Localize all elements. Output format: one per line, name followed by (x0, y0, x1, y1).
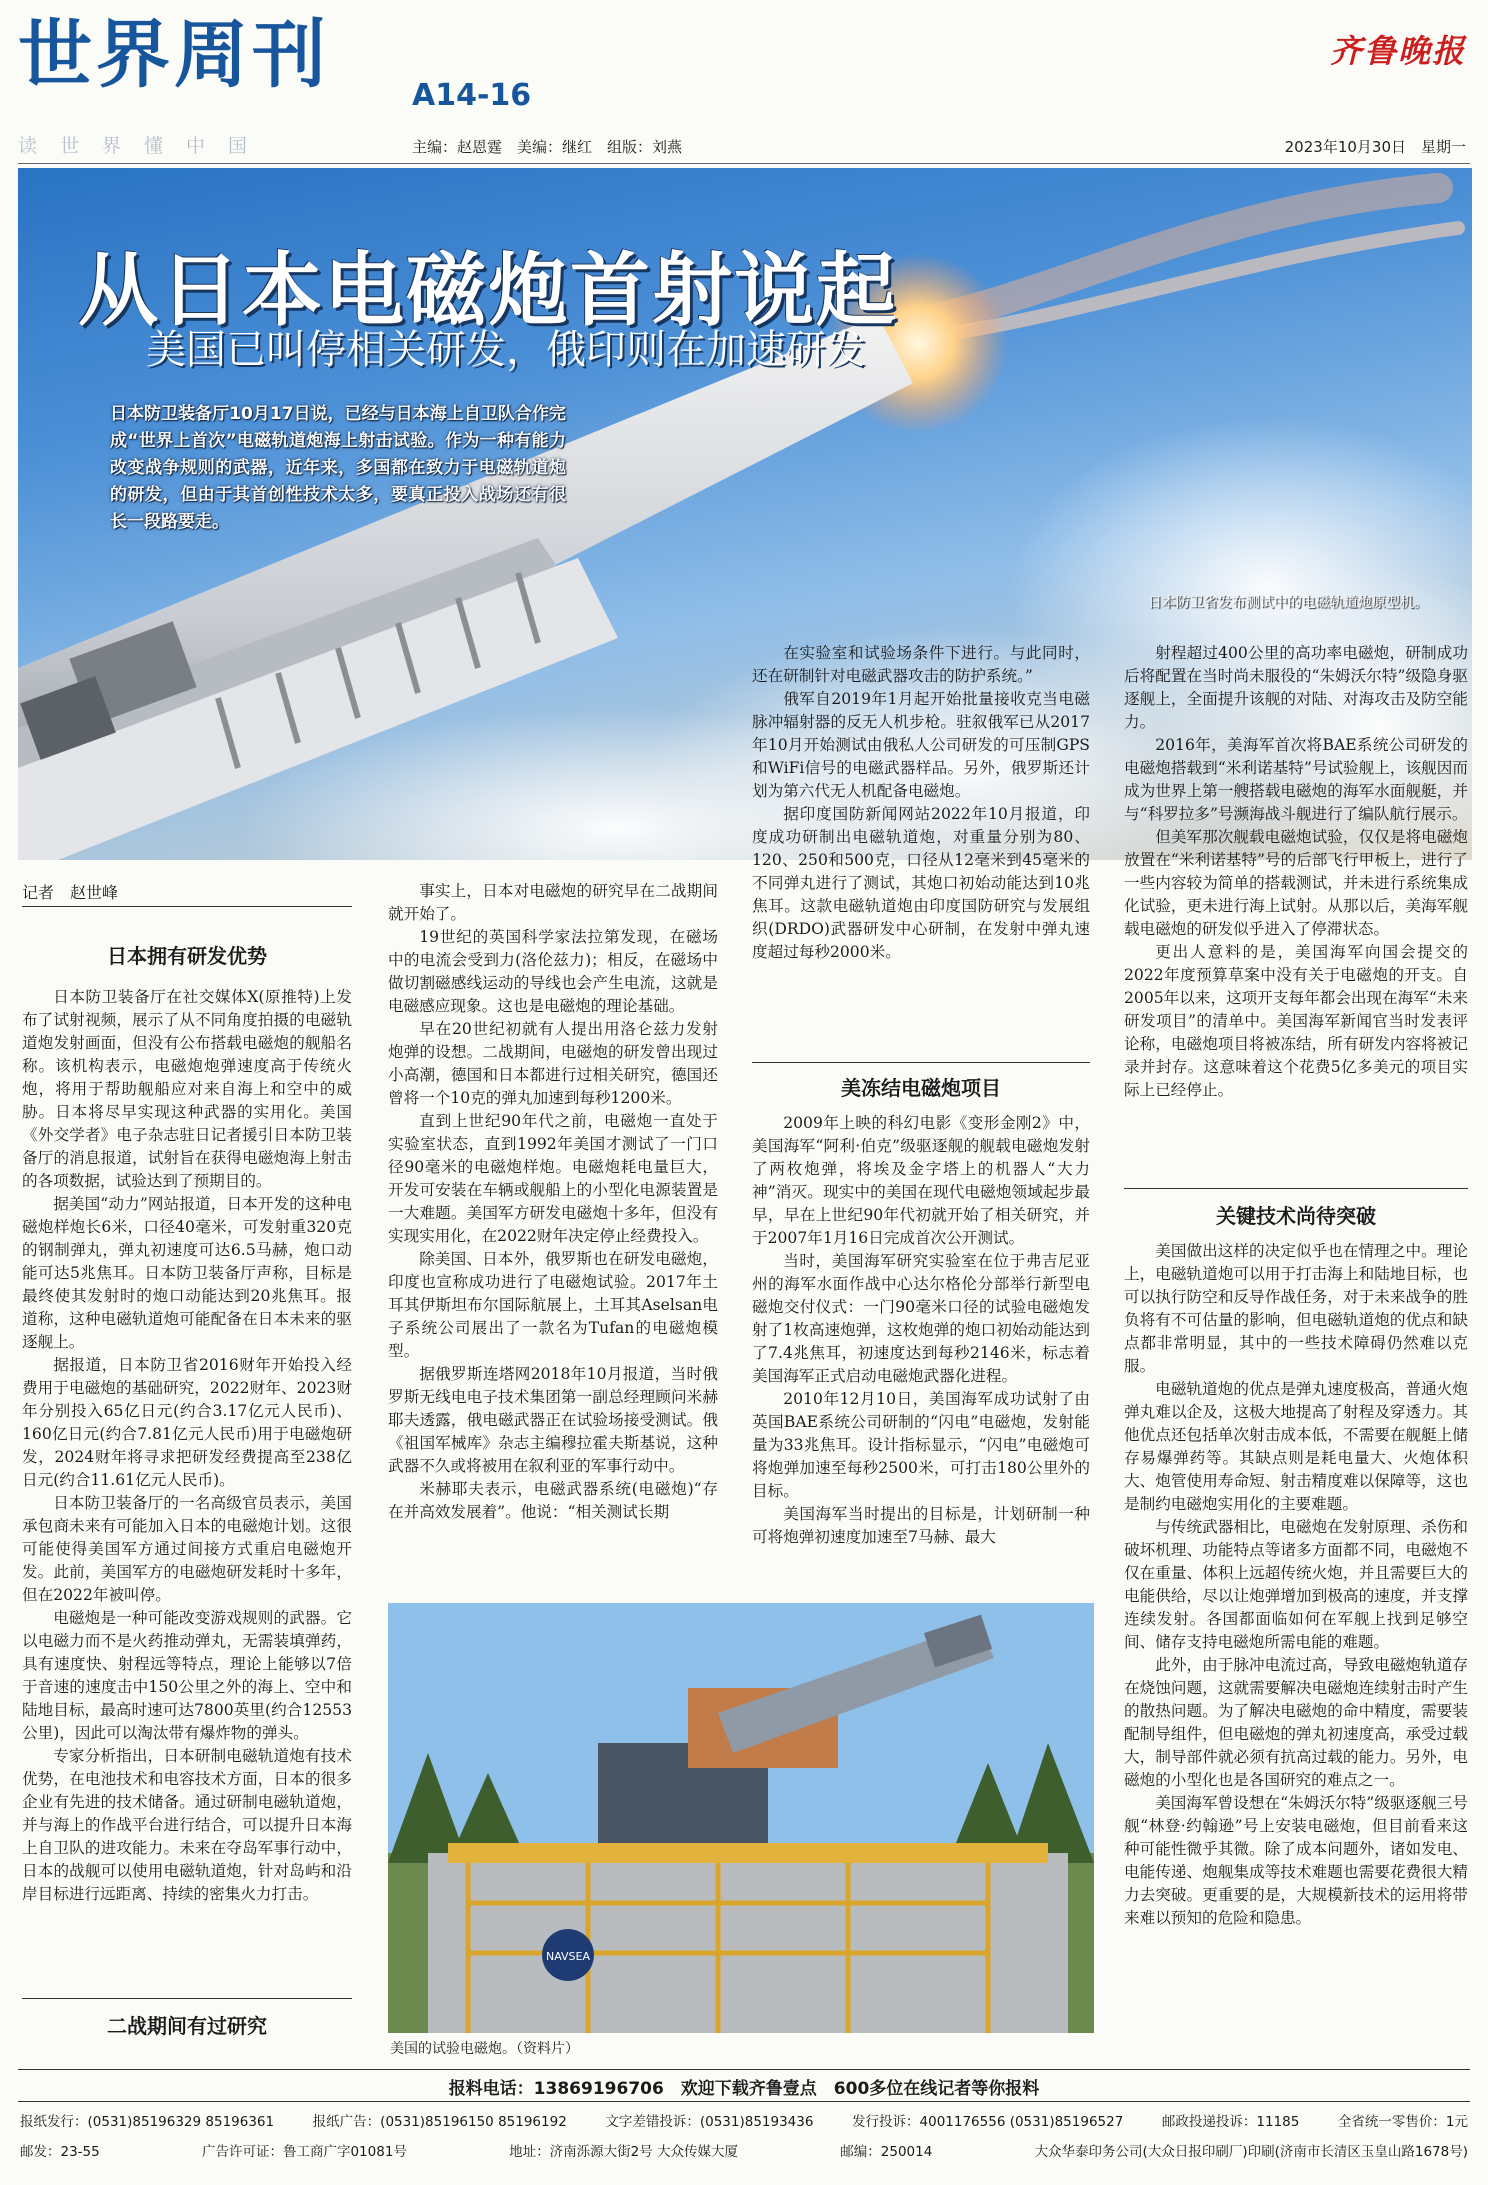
page-number: A14-16 (412, 78, 532, 113)
footer-item: 发行投诉：4001176556 (0531)85196527 (852, 2114, 1124, 2130)
newspaper-logo: 齐鲁晚报 (1329, 32, 1466, 70)
photo-caption: 美国的试验电磁炮。（资料片） (390, 2041, 579, 2057)
paragraph: 米赫耶夫表示，电磁武器系统(电磁炮)“存在并高效发展着”。他说：“相关测试长期 (388, 1480, 718, 1521)
paragraph: 2010年12月10日，美国海军成功试射了由英国BAE系统公司研制的“闪电”电磁炮，发射能量为33兆焦耳。设计指标显示，“闪电”电磁炮可将炮弹加速至每秒2500米，可打击180公里外的目标。 (752, 1390, 1090, 1500)
paragraph: 射程超过400公里的高功率电磁炮，研制成功后将配置在当时尚未服役的“朱姆沃尔特”级隐身驱逐舰上，全面提升该舰的对陆、对海攻击及防空能力。 (1124, 644, 1468, 731)
paragraph: 直到上世纪90年代之前，电磁炮一直处于实验室状态，直到1992年美国才测试了一门口径90毫米的电磁炮样炮。电磁炮耗电量巨大，开发可安装在车辆或舰船上的小型化电源装置是一大难题。美国军方研发电磁炮十多年，但没有实现实用化，在2022财年决定停止经费投入。 (388, 1112, 718, 1245)
footer-item: 大众华泰印务公司(大众日报印刷厂)印刷(济南市长清区玉皇山路1678号) (1034, 2144, 1468, 2160)
article-column-3b (752, 1112, 1090, 1549)
footer-hotline: 报料电话：13869196706 欢迎下载齐鲁壹点 600多位在线记者等你报料 (448, 2079, 1040, 2099)
article-column-1 (22, 986, 352, 1906)
issue-date: 2023年10月30日 星期一 (1284, 138, 1466, 156)
test-railgun-photo (388, 1603, 1094, 2033)
footer-divider (18, 2101, 1470, 2102)
byline: 记者 赵世峰 (22, 883, 119, 902)
footer-item: 报纸广告：(0531)85196150 85196192 (312, 2114, 567, 2130)
footer-contacts (20, 2110, 1468, 2130)
paragraph: 日本防卫装备厅的一名高级官员表示，美国承包商未来有可能加入日本的电磁炮计划。这很可能使得美国军方通过间接方式重启电磁炮开发。此前，美国军方的电磁炮研发耗时十多年，但在2022年被叫停。 (22, 1494, 352, 1604)
paragraph: 美国海军当时提出的目标是，计划研制一种可将炮弹初速度加速至7马赫、最大 (752, 1505, 1090, 1546)
photo-caption: 日本防卫省发布测试中的电磁轨道炮原型机。 (1148, 595, 1428, 611)
paragraph: 但美军那次舰载电磁炮试验，仅仅是将电磁炮放置在“米利诺基特”号的后部飞行甲板上，进行了一些内容较为简单的搭载测试，并未进行系统集成化试验，更未进行海上试射。从那以后，美海军舰载电磁炮的研发似乎进入了停滞状态。 (1124, 828, 1468, 938)
paragraph: 电磁轨道炮的优点是弹丸速度极高，普通火炮弹丸难以企及，这极大地提高了射程及穿透力。其他优点还包括单次射击成本低，不需要在舰艇上储存易爆弹药等。其缺点则是耗电量大、火炮体积大、炮管使用寿命短、射击精度难以保障等，这也是制约电磁炮实用化的主要难题。 (1124, 1380, 1468, 1513)
paragraph: 事实上，日本对电磁炮的研究早在二战期间就开始了。 (388, 882, 718, 923)
paragraph: 当时，美国海军研究实验室在位于弗吉尼亚州的海军水面作战中心达尔格伦分部举行新型电磁炮交付仪式：一门90毫米口径的试验电磁炮发射了1枚高速炮弹，这枚炮弹的炮口初始动能达到了7.4兆焦耳，初速度达到每秒2146米，标志着美国海军正式启动电磁炮武器化进程。 (752, 1252, 1090, 1385)
footer-item: 邮政投递投诉：11185 (1161, 2114, 1300, 2130)
paragraph: 电磁炮是一种可能改变游戏规则的武器。它以电磁力而不是火药推动弹丸，无需装填弹药，具有速度快、射程远等特点，理论上能够以7倍于音速的速度击中150公里之外的海上、空中和陆地目标，最高时速可达7800英里(约合12553公里)，因此可以淘汰带有爆炸物的弹头。 (22, 1609, 352, 1742)
article-column-3 (752, 642, 1090, 964)
paragraph: 此外，由于脉冲电流过高，导致电磁炮轨道存在烧蚀问题，这就需要解决电磁炮连续射击时产生的散热问题。为了解决电磁炮的命中精度，需要装配制导组件，但电磁炮的弹丸初速度高，承受过载大，制导部件就必须有抗高过载的能力。另外，电磁炮的小型化也是各国研究的难点之一。 (1124, 1656, 1468, 1789)
article-column-4 (1124, 642, 1468, 1102)
lead-paragraph: 日本防卫装备厅10月17日说，已经与日本海上自卫队合作完成“世界上首次”电磁轨道炮海上射击试验。作为一种有能力改变战争规则的武器，近年来，多国都在致力于电磁轨道炮的研发，但由于其首创性技术太多，要真正投入战场还有很长一段路要走。 (110, 404, 566, 532)
footer-item: 邮发：23-55 (20, 2144, 100, 2160)
footer-item: 全省统一零售价：1元 (1337, 2114, 1468, 2130)
section-heading-key-tech: 关键技术尚待突破 (1216, 1204, 1376, 1228)
headline: 从日本电磁炮首射说起 (78, 244, 898, 337)
section-heading-wwii-research: 二战期间有过研究 (107, 2014, 267, 2038)
section-heading-japan-advantage: 日本拥有研发优势 (107, 944, 267, 968)
article-column-2 (388, 880, 718, 1524)
paragraph: 据俄罗斯连塔网2018年10月报道，当时俄罗斯无线电电子技术集团第一副总经理顾问米赫耶夫透露，俄电磁武器正在试验场接受测试。俄《祖国军械库》杂志主编穆拉霍夫斯基说，这种武器不久或将被用在叙利亚的军事行动中。 (388, 1365, 718, 1475)
footer-item: 地址：济南泺源大街2号 大众传媒大厦 (509, 2144, 739, 2160)
footer-divider (18, 2069, 1470, 2070)
paragraph: 专家分析指出，日本研制电磁轨道炮有技术优势，在电池技术和电容技术方面，日本的很多企业有先进的技术储备。通过研制电磁轨道炮，并与海上的作战平台进行结合，可以提升日本海上自卫队的进攻能力。未来在夺岛军事行动中，日本的战舰可以使用电磁轨道炮，针对岛屿和沿岸目标进行远距离、持续的密集火力打击。 (22, 1747, 352, 1903)
byline-divider (22, 906, 352, 907)
navsea-logo: NAVSEA (545, 1950, 591, 1963)
paragraph: 日本防卫装备厅在社交媒体X(原推特)上发布了试射视频，展示了从不同角度拍摄的电磁轨道炮发射画面，但没有公布搭载电磁炮的舰船名称。该机构表示，电磁炮炮弹速度高于传统火炮，将用于帮助舰船应对来自海上和空中的威胁。日本将尽早实现这种武器的实用化。美国《外交学者》电子杂志驻日记者援引日本防卫装备厅的消息报道，试射旨在获得电磁炮海上射击的各项数据，试验达到了预期目的。 (22, 988, 352, 1190)
paragraph: 2016年，美海军首次将BAE系统公司研发的电磁炮搭载到“米利诺基特”号试验舰上，该舰因而成为世界上第一艘搭载电磁炮的海军水面舰艇，并与“科罗拉多”号濒海战斗舰进行了编队航行展示。 (1124, 736, 1468, 823)
footer-item: 报纸发行：(0531)85196329 85196361 (20, 2114, 275, 2130)
paragraph: 据印度国防新闻网站2022年10月报道，印度成功研制出电磁轨道炮，对重量分别为80、120、250和500克，口径从12毫米到45毫米的不同弹丸进行了测试，其炮口初始动能达到10兆焦耳。这款电磁轨道炮由印度国防研究与发展组织(DRDO)武器研发中心研制，在发射中弹丸速度超过每秒2000米。 (752, 805, 1090, 961)
section-heading-us-freeze: 美冻结电磁炮项目 (841, 1076, 1001, 1100)
footer-item: 广告许可证：鲁工商广字01081号 (201, 2144, 407, 2160)
masthead-divider (18, 163, 1470, 164)
paragraph: 2009年上映的科幻电影《变形金刚2》中，美国海军“阿利·伯克”级驱逐舰的舰载电磁炮发射了两枚炮弹，将埃及金字塔上的机器人“大力神”消灭。现实中的美国在现代电磁炮领域起步最早，早在上世纪90年代初就开始了相关研究，并于2007年1月16日完成首次公开测试。 (752, 1114, 1090, 1247)
paragraph: 早在20世纪初就有人提出用洛仑兹力发射炮弹的设想。二战期间，电磁炮的研发曾出现过小高潮，德国和日本都进行过相关研究，德国还曾将一个10克的弹丸加速到每秒1200米。 (388, 1020, 718, 1107)
footer-item: 邮编：250014 (840, 2144, 933, 2160)
paragraph: 与传统武器相比，电磁炮在发射原理、杀伤和破坏机理、功能特点等诸多方面都不同，电磁炮不仅在重量、体积上远超传统火炮，并且需要巨大的电能供给，尽以让炮弹增加到极高的速度，并支撑连续发射。各国都面临如何在军舰上找到足够空间、储存支持电磁炮所需电能的难题。 (1124, 1518, 1468, 1651)
editor-credits: 主编：赵恩霆 美编：继红 组版：刘燕 (412, 138, 683, 156)
section-divider (752, 1062, 1090, 1063)
paragraph: 俄军自2019年1月起开始批量接收克当电磁脉冲辐射器的反无人机步枪。驻叙俄军已从2017年10月开始测试由俄私人公司研发的可压制GPS和WiFi信号的电磁武器样品。另外，俄罗斯还计划为第六代无人机配备电磁炮。 (752, 690, 1090, 800)
paragraph: 更出人意料的是，美国海军向国会提交的2022年度预算草案中没有关于电磁炮的开支。自2005年以来，这项开支每年都会出现在海军“未来研发项目”的清单中。美国海军新闻官当时发表评论称，电磁炮项目将被冻结，所有研发内容将被记录并封存。这意味着这个花费5亿多美元的项目实际上已经停止。 (1124, 943, 1468, 1099)
paragraph: 据报道，日本防卫省2016财年开始投入经费用于电磁炮的基础研究，2022财年、2023财年分别投入65亿日元(约合3.17亿元人民币)、160亿日元(约合7.81亿元人民币)用于电磁炮研发，2024财年将寻求把研发经费提高至238亿日元(约合11.61亿元人民币)。 (22, 1356, 352, 1489)
paragraph: 美国海军曾设想在“朱姆沃尔特”级驱逐舰三号舰“林登·约翰逊”号上安装电磁炮，但目前看来这种可能性微乎其微。除了成本问题外，诸如发电、电能传递、炮舰集成等技术难题也需要花费很大精力去突破。更重要的是，大规模新技术的运用将带来难以预知的危险和隐患。 (1124, 1794, 1468, 1927)
masthead-tagline: 读世界懂中国 (18, 135, 271, 157)
footer-item: 文字差错投诉：(0531)85193436 (605, 2114, 814, 2130)
article-column-4b (1124, 1240, 1468, 1930)
footer-publishing-info (20, 2140, 1468, 2160)
paragraph: 19世纪的英国科学家法拉第发现，在磁场中的电流会受到力(洛伦兹力)；相反，在磁场中做切割磁感线运动的导线也会产生电流，这就是电磁感应现象。这也是电磁炮的理论基础。 (388, 928, 718, 1015)
section-divider (22, 1998, 352, 1999)
paragraph: 除美国、日本外，俄罗斯也在研发电磁炮，印度也宣称成功进行了电磁炮试验。2017年土耳其伊斯坦布尔国际航展上，土耳其Aselsan电子系统公司展出了一款名为Tufan的电磁炮模型。 (388, 1250, 718, 1360)
masthead-title: 世界周刊 (18, 12, 330, 98)
paragraph: 美国做出这样的决定似乎也在情理之中。理论上，电磁轨道炮可以用于打击海上和陆地目标，也可以执行防空和反导作战任务，对于未来战争的胜负将有不可估量的影响，但电磁轨道炮的优点和缺点都非常明显，其中的一些技术障碍仍然难以克服。 (1124, 1242, 1468, 1375)
test-railgun-image (388, 1603, 1094, 2033)
paragraph: 据美国“动力”网站报道，日本开发的这种电磁炮样炮长6米，口径40毫米，可发射重320克的钢制弹丸，弹丸初速度可达6.5马赫，炮口动能可达5兆焦耳。日本防卫装备厅声称，目标是最终使其发射时的炮口动能达到20兆焦耳。报道称，这种电磁轨道炮可能配备在日本未来的驱逐舰上。 (22, 1195, 352, 1351)
subheadline: 美国已叫停相关研发，俄印则在加速研发 (146, 327, 866, 373)
paragraph: 在实验室和试验场条件下进行。与此同时，还在研制针对电磁武器攻击的防护系统。” (752, 644, 1090, 685)
section-divider (1124, 1188, 1468, 1189)
